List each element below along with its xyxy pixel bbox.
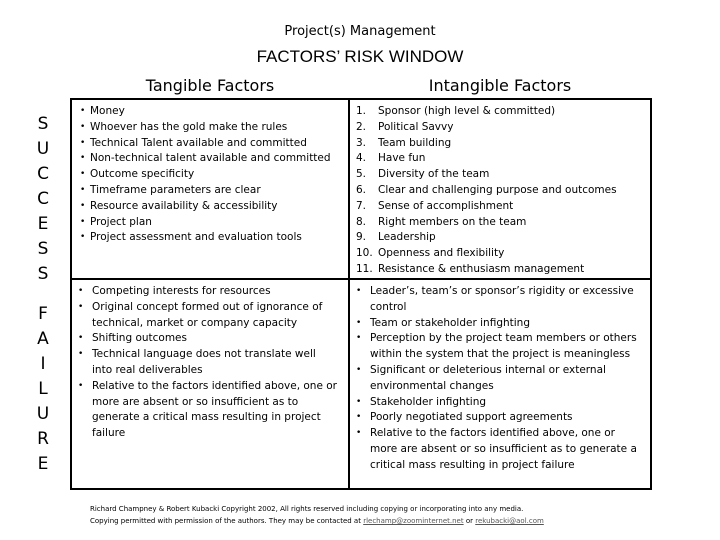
list-item: • Resource availability & accessibility bbox=[80, 199, 342, 215]
list-text: Have fun bbox=[378, 152, 426, 165]
copyright-footer bbox=[90, 503, 544, 527]
cell-tangible-failure bbox=[76, 284, 338, 442]
list-item: • Leader’s, team’s or sponsor’s rigidity or excessive control bbox=[354, 284, 644, 316]
list-text: Sense of accomplishment bbox=[378, 199, 514, 212]
document-title: FACTORS’ RISK WINDOW bbox=[256, 47, 464, 66]
list-item: • Competing interests for resources bbox=[76, 284, 338, 300]
row-letter: S bbox=[37, 114, 49, 134]
contact-or: or bbox=[463, 517, 476, 525]
list-text: Right members on the team bbox=[378, 215, 527, 228]
list-item: • Non-technical talent available and committed bbox=[80, 151, 342, 167]
document-subtitle: Project(s) Management bbox=[284, 24, 436, 39]
row-letter: A bbox=[37, 329, 49, 349]
list-item: • Shifting outcomes bbox=[76, 331, 338, 347]
cell-intangible-success bbox=[356, 104, 646, 278]
list-item: • Team or stakeholder infighting bbox=[354, 316, 644, 332]
list-text: Clear and challenging purpose and outcomes bbox=[378, 183, 617, 196]
column-header-tangible: Tangible Factors bbox=[145, 76, 275, 95]
list-text: Openness and flexibility bbox=[378, 247, 505, 260]
list-item: • Stakeholder infighting bbox=[354, 395, 644, 411]
copyright-line: Richard Champney & Robert Kubacki Copyright 2002, All rights reserved including copying or incorporating into any media. bbox=[90, 505, 524, 513]
row-letter: C bbox=[37, 189, 49, 209]
list-number: 9. bbox=[356, 231, 367, 244]
list-item: • Relative to the factors identified above, one or more are absent or so insufficient as to generate a critical mass resulting in project failure bbox=[354, 426, 644, 473]
row-letter: R bbox=[37, 429, 49, 449]
risk-window-grid bbox=[70, 98, 652, 490]
row-letter: F bbox=[38, 304, 48, 324]
list-item bbox=[356, 136, 646, 152]
row-letter: L bbox=[38, 379, 48, 399]
list-text: Team building bbox=[378, 136, 452, 149]
list-item: • Project plan bbox=[80, 215, 342, 231]
grid-line bbox=[348, 98, 350, 490]
list-text: Sponsor (high level & committed) bbox=[378, 105, 556, 117]
grid-line bbox=[70, 98, 72, 490]
list-item: • Technical language does not translate well into real deliverables bbox=[76, 347, 338, 379]
row-letter: I bbox=[40, 354, 46, 374]
list-item bbox=[356, 215, 646, 231]
list-item bbox=[356, 246, 646, 262]
grid-line bbox=[70, 98, 652, 100]
list-item bbox=[356, 262, 646, 278]
list-item: • Relative to the factors identified above, one or more are absent or so insufficient as to generate a critical mass resulting in project failure bbox=[76, 379, 338, 442]
email-link-1[interactable]: rlechamp@zoominternet.net bbox=[363, 517, 464, 525]
list-item bbox=[356, 151, 646, 167]
list-number: 5. bbox=[356, 168, 367, 181]
list-text: Political Savvy bbox=[378, 120, 454, 133]
list-number: 11. bbox=[356, 262, 373, 275]
list-number: 4. bbox=[356, 152, 367, 165]
grid-line bbox=[650, 98, 652, 490]
list-item bbox=[356, 183, 646, 199]
list-item: • Outcome specificity bbox=[80, 167, 342, 183]
list-text: Diversity of the team bbox=[378, 168, 490, 181]
list-item bbox=[356, 167, 646, 183]
list-item: • Timeframe parameters are clear bbox=[80, 183, 342, 199]
list-item bbox=[356, 230, 646, 246]
row-letter: U bbox=[36, 404, 50, 424]
list-item: • Whoever has the gold make the rules bbox=[80, 120, 342, 136]
cell-tangible-success bbox=[80, 104, 342, 246]
contact-line bbox=[90, 515, 544, 527]
list-text: Resistance & enthusiasm management bbox=[378, 262, 585, 275]
row-letter: S bbox=[37, 239, 49, 259]
list-text: Leadership bbox=[378, 231, 436, 244]
list-item: • Poorly negotiated support agreements bbox=[354, 410, 644, 426]
row-label-failure bbox=[28, 302, 58, 477]
list-item: • Significant or deleterious internal or external environmental changes bbox=[354, 363, 644, 395]
contact-text: Copying permitted with permission of the authors. They may be contacted at bbox=[90, 517, 364, 525]
list-number: 2. bbox=[356, 120, 367, 133]
list-item bbox=[356, 199, 646, 215]
list-number: 3. bbox=[356, 136, 367, 149]
grid-line bbox=[70, 278, 652, 280]
list-item: • Technical Talent available and committed bbox=[80, 136, 342, 152]
cell-intangible-failure bbox=[354, 284, 644, 474]
list-item: • Money bbox=[80, 104, 342, 120]
list-number: 7. bbox=[356, 199, 367, 212]
row-letter: E bbox=[37, 214, 49, 234]
list-item bbox=[356, 120, 646, 136]
list-item: • Perception by the project team members or others within the system that the project is meaningless bbox=[354, 331, 644, 363]
row-label-success bbox=[28, 112, 58, 287]
row-letter: S bbox=[37, 264, 49, 284]
list-number: 1. bbox=[356, 105, 367, 117]
row-letter: E bbox=[37, 454, 49, 474]
row-letter: C bbox=[37, 164, 49, 184]
list-item: • Project assessment and evaluation tools bbox=[80, 230, 342, 246]
email-link-2[interactable]: rekubacki@aol.com bbox=[475, 517, 544, 525]
list-number: 8. bbox=[356, 215, 367, 228]
list-item bbox=[356, 104, 646, 120]
list-number: 10. bbox=[356, 247, 373, 260]
row-letter: U bbox=[36, 139, 50, 159]
list-item: • Original concept formed out of ignorance of technical, market or company capacity bbox=[76, 300, 338, 332]
grid-line bbox=[70, 488, 652, 490]
column-header-intangible: Intangible Factors bbox=[428, 76, 572, 95]
list-number: 6. bbox=[356, 183, 367, 196]
